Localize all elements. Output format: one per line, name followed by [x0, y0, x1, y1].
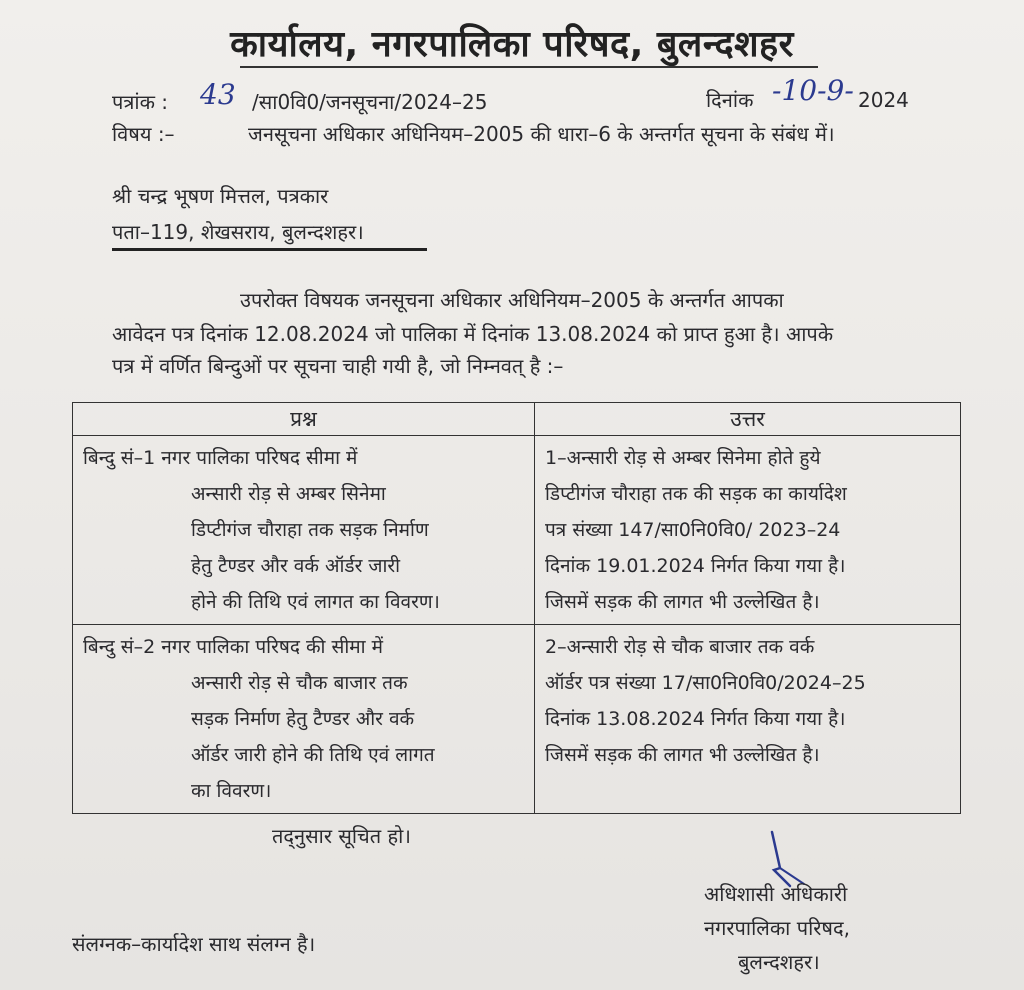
address-underline [112, 248, 427, 251]
date-label: दिनांक [706, 88, 754, 112]
a2-line: जिसमें सड़क की लागत भी उल्लेखित है। [545, 744, 820, 766]
a1-line: दिनांक 19.01.2024 निर्गत किया गया है। [545, 555, 846, 577]
a1-line: जिसमें सड़क की लागत भी उल्लेखित है। [545, 591, 820, 613]
signatory-city: बुलन्दशहर। [738, 950, 820, 974]
q1-line: हेतु टैण्डर और वर्क ऑर्डर जारी [191, 555, 401, 577]
ref-label: पत्रांक : [112, 90, 169, 114]
answer-header: उत्तर [535, 403, 961, 436]
question-cell-2 [73, 625, 535, 814]
body-line-2: आवेदन पत्र दिनांक 12.08.2024 जो पालिका में दिनांक 13.08.2024 को प्राप्त हुआ है। आपके [112, 322, 834, 346]
signatory-designation: अधिशासी अधिकारी [704, 882, 848, 906]
a1-line: डिप्टीगंज चौराहा तक की सड़क का कार्यादेश [545, 483, 847, 505]
a2-line: ऑर्डर पत्र संख्या 17/सा0नि0वि0/2024–25 [545, 672, 866, 694]
attachment-note: संलग्नक–कार्यादेश साथ संलग्न है। [72, 932, 316, 956]
q2-line: बिन्दु सं–2 नगर पालिका परिषद की सीमा में [83, 636, 383, 658]
title-underline [240, 66, 818, 68]
date-handwritten: -10-9- [772, 74, 854, 107]
body-line-1: उपरोक्त विषयक जनसूचना अधिकार अधिनियम–2005 के अन्तर्गत आपका [240, 288, 784, 312]
q1-line: अन्सारी रोड़ से अम्बर सिनेमा [191, 483, 386, 505]
ref-number-handwritten: 43 [200, 78, 236, 111]
signatory-office: नगरपालिका परिषद, [704, 916, 850, 940]
table-row [73, 625, 961, 814]
subject-label: विषय :– [112, 122, 175, 146]
q2-line: ऑर्डर जारी होने की तिथि एवं लागत [191, 744, 435, 766]
recipient-name: श्री चन्द्र भूषण मित्तल, पत्रकार [112, 184, 329, 208]
table-header-row [73, 403, 961, 436]
answer-cell-2 [535, 625, 961, 814]
subject-text: जनसूचना अधिकार अधिनियम–2005 की धारा–6 के अन्तर्गत सूचना के संबंध में। [248, 122, 835, 146]
a2-line: दिनांक 13.08.2024 निर्गत किया गया है। [545, 708, 846, 730]
table-row [73, 436, 961, 625]
recipient-address: पता–119, शेखसराय, बुलन्दशहर। [112, 220, 364, 244]
closing-note: तद्नुसार सूचित हो। [272, 824, 411, 848]
q2-line: अन्सारी रोड़ से चौक बाजार तक [191, 672, 408, 694]
q1-line: डिप्टीगंज चौराहा तक सड़क निर्माण [191, 519, 429, 541]
q1-line: होने की तिथि एवं लागत का विवरण। [191, 591, 440, 613]
answer-cell-1 [535, 436, 961, 625]
question-header: प्रश्न [73, 403, 535, 436]
q2-line: सड़क निर्माण हेतु टैण्डर और वर्क [191, 708, 415, 730]
ref-code: /सा0वि0/जनसूचना/2024–25 [252, 90, 488, 114]
qa-table [72, 402, 961, 814]
a1-line: पत्र संख्या 147/सा0नि0वि0/ 2023–24 [545, 519, 841, 541]
a2-line: 2–अन्सारी रोड़ से चौक बाजार तक वर्क [545, 636, 815, 658]
signature-mark [760, 828, 820, 888]
office-title: कार्यालय, नगरपालिका परिषद, बुलन्दशहर [230, 24, 794, 65]
q1-line: बिन्दु सं–1 नगर पालिका परिषद सीमा में [83, 447, 358, 469]
a1-line: 1–अन्सारी रोड़ से अम्बर सिनेमा होते हुये [545, 447, 821, 469]
body-line-3: पत्र में वर्णित बिन्दुओं पर सूचना चाही गयी है, जो निम्नवत् है :– [112, 354, 564, 378]
date-year: 2024 [858, 88, 909, 112]
q2-line: का विवरण। [191, 780, 272, 802]
question-cell-1 [73, 436, 535, 625]
